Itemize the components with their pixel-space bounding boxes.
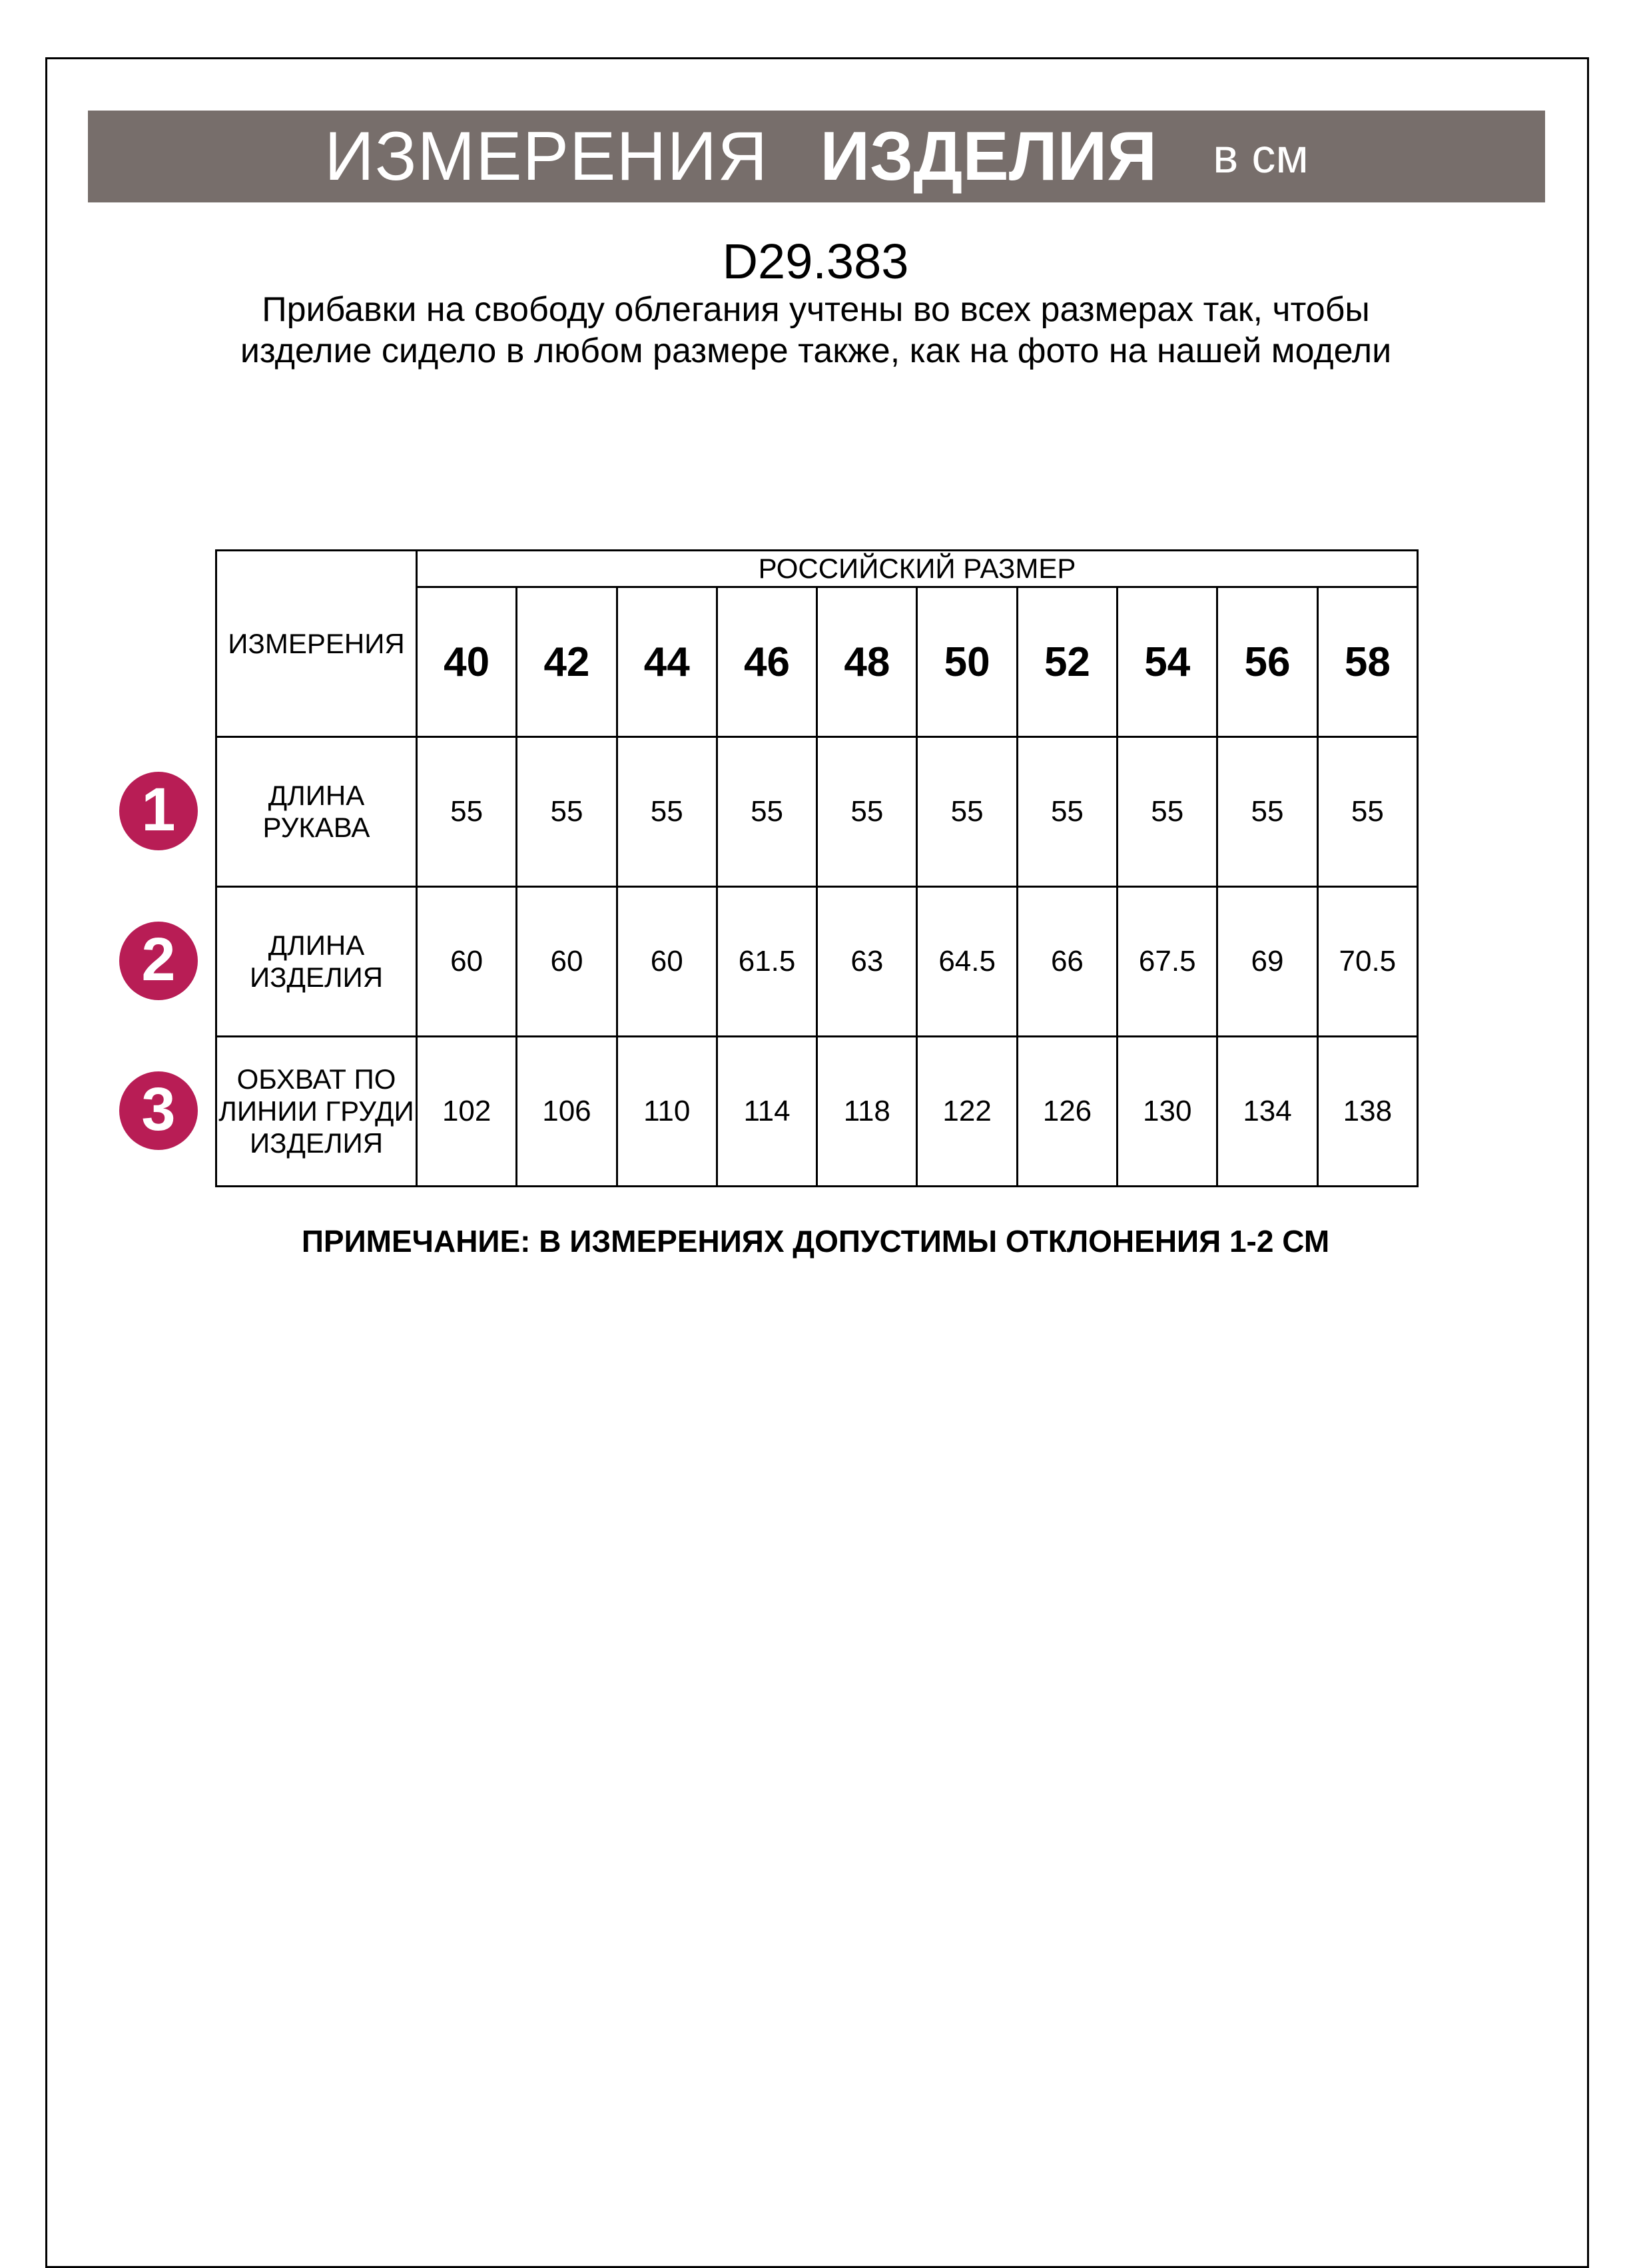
size-table <box>215 549 1419 1187</box>
table-cell: 114 <box>717 1037 816 1187</box>
table-cell: 55 <box>717 737 816 887</box>
product-code: D29.383 <box>722 234 909 289</box>
size-header: 46 <box>717 587 816 737</box>
table-cell: 55 <box>1017 737 1117 887</box>
table-cell: 138 <box>1317 1037 1417 1187</box>
table-cell: 130 <box>1118 1037 1217 1187</box>
table-cell: 63 <box>817 887 917 1037</box>
table-cell: 60 <box>517 887 617 1037</box>
header-banner <box>88 111 1545 202</box>
size-header: 52 <box>1017 587 1117 737</box>
table-cell: 61.5 <box>717 887 816 1037</box>
row-number: 3 <box>141 1075 176 1143</box>
size-header: 58 <box>1317 587 1417 737</box>
table-cell: 55 <box>517 737 617 887</box>
row-number: 1 <box>141 775 176 844</box>
row-number: 2 <box>141 925 176 993</box>
table-cell: 64.5 <box>917 887 1017 1037</box>
table-cell: 126 <box>1017 1037 1117 1187</box>
size-group-header: РОССИЙСКИЙ РАЗМЕР <box>417 551 1418 587</box>
size-header: 50 <box>917 587 1017 737</box>
table-cell: 55 <box>1118 737 1217 887</box>
table-cell: 134 <box>1217 1037 1317 1187</box>
table-cell: 60 <box>417 887 517 1037</box>
row-number-badge <box>119 922 198 1000</box>
size-header: 44 <box>617 587 717 737</box>
table-cell: 70.5 <box>1317 887 1417 1037</box>
tolerance-note: ПРИМЕЧАНИЕ: В ИЗМЕРЕНИЯХ ДОПУСТИМЫ ОТКЛОНЕНИЯ 1-2 СМ <box>301 1224 1330 1259</box>
table-cell: 55 <box>917 737 1017 887</box>
row-number-badge <box>119 772 198 850</box>
table-cell: 55 <box>817 737 917 887</box>
table-cell: 67.5 <box>1118 887 1217 1037</box>
size-header: 42 <box>517 587 617 737</box>
size-header: 40 <box>417 587 517 737</box>
measure-label: ОБХВАТ ПО ЛИНИИ ГРУДИ ИЗДЕЛИЯ <box>216 1037 417 1187</box>
table-row <box>216 887 1418 1037</box>
table-cell: 118 <box>817 1037 917 1187</box>
product-description: Прибавки на свободу облегания учтены во всех размерах так, чтобы изделие сидело в любом размере также, как на фото на нашей модели <box>240 290 1392 370</box>
table-cell: 122 <box>917 1037 1017 1187</box>
table-cell: 110 <box>617 1037 717 1187</box>
table-cell: 106 <box>517 1037 617 1187</box>
size-header: 48 <box>817 587 917 737</box>
header-unit: в см <box>1213 130 1309 183</box>
row-number-badge <box>119 1071 198 1150</box>
header-title-light: ИЗМЕРЕНИЯ <box>324 117 769 195</box>
table-cell: 69 <box>1217 887 1317 1037</box>
measure-label: ДЛИНА ИЗДЕЛИЯ <box>216 887 417 1037</box>
table-cell: 55 <box>617 737 717 887</box>
table-cell: 60 <box>617 887 717 1037</box>
table-cell: 55 <box>417 737 517 887</box>
size-header: 56 <box>1217 587 1317 737</box>
table-row <box>216 737 1418 887</box>
header-title-bold: ИЗДЕЛИЯ <box>820 117 1157 195</box>
measure-header: ИЗМЕРЕНИЯ <box>216 551 417 737</box>
table-row <box>216 1037 1418 1187</box>
table-cell: 102 <box>417 1037 517 1187</box>
measure-label: ДЛИНА РУКАВА <box>216 737 417 887</box>
table-cell: 55 <box>1317 737 1417 887</box>
table-cell: 55 <box>1217 737 1317 887</box>
table-cell: 66 <box>1017 887 1117 1037</box>
size-header: 54 <box>1118 587 1217 737</box>
